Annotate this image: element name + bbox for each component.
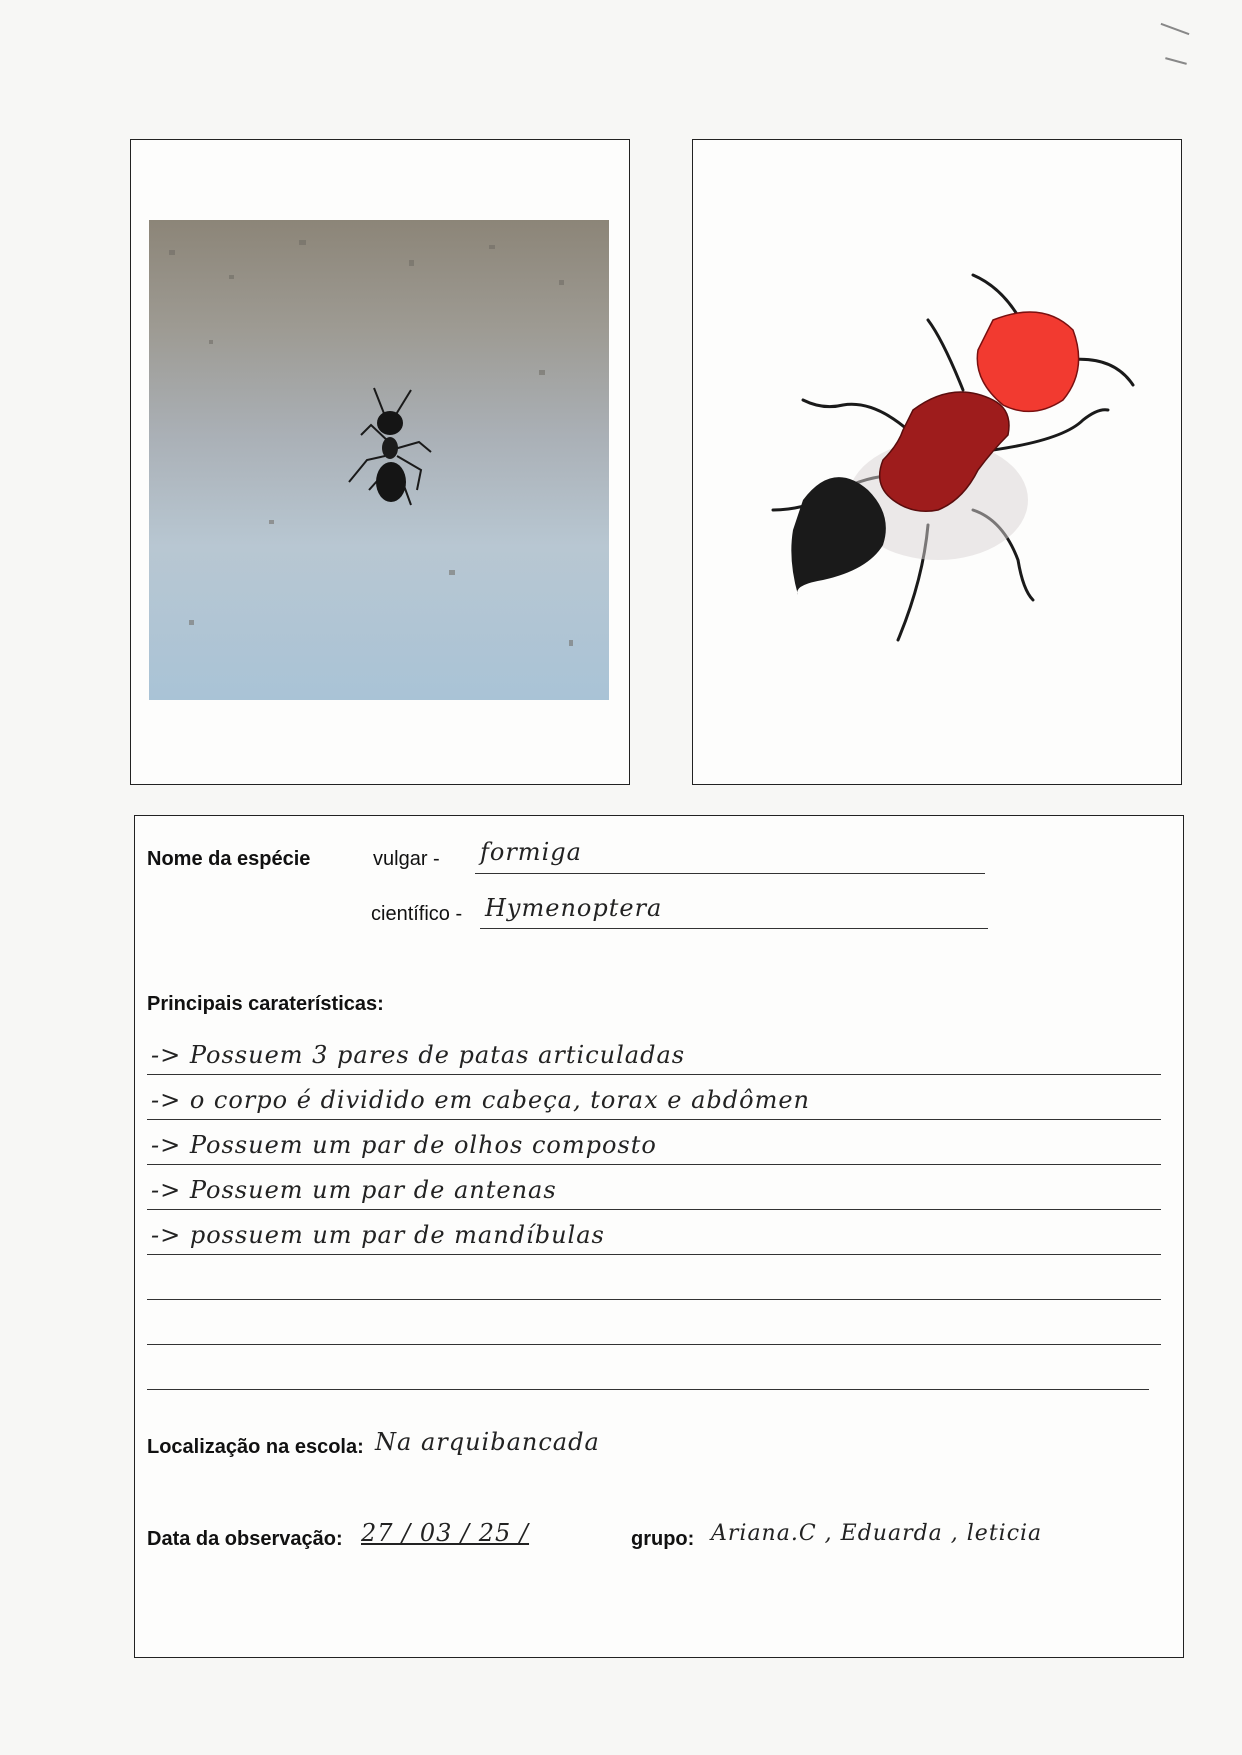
scan-mark [1165,57,1187,65]
characteristic-rule [147,1164,1161,1165]
characteristic-rule [147,1299,1161,1300]
common-name-line [475,873,985,874]
scientific-name-label: científico - [371,903,463,925]
characteristic-line: -> possuem um par de mandíbulas [151,1221,605,1249]
ant-drawing [763,260,1163,680]
characteristic-rule [147,1344,1161,1345]
observation-form [134,815,1184,1658]
characteristic-line: -> o corpo é dividido em cabeça, torax e abdômen [151,1086,811,1114]
scan-mark [1161,23,1190,35]
drawing-frame [692,139,1182,785]
characteristic-line: -> Possuem 3 pares de patas articuladas [151,1041,686,1069]
date-label: Data da observação: [147,1528,343,1550]
characteristic-line: -> Possuem um par de olhos composto [151,1131,657,1159]
scientific-name-line [480,928,988,929]
group-label: grupo: [631,1528,695,1550]
characteristic-rule [147,1209,1161,1210]
characteristic-rule [147,1389,1149,1390]
date-value: 27 / 03 / 25 / [361,1519,530,1547]
characteristic-rule [147,1074,1161,1075]
common-name-value: formiga [480,838,582,866]
scientific-name-value: Hymenoptera [485,894,663,922]
characteristic-rule [147,1254,1161,1255]
photo-frame [130,139,630,785]
characteristics-label: Principais caraterísticas: [147,993,384,1015]
location-label: Localização na escola: [147,1436,364,1458]
location-value: Na arquibancada [375,1428,600,1456]
species-label: Nome da espécie [147,848,311,870]
group-value: Ariana.C , Eduarda , leticia [711,1521,1043,1546]
characteristic-line: -> Possuem um par de antenas [151,1176,557,1204]
characteristic-rule [147,1119,1161,1120]
ant-photo [149,220,609,700]
common-name-label: vulgar - [373,848,440,870]
